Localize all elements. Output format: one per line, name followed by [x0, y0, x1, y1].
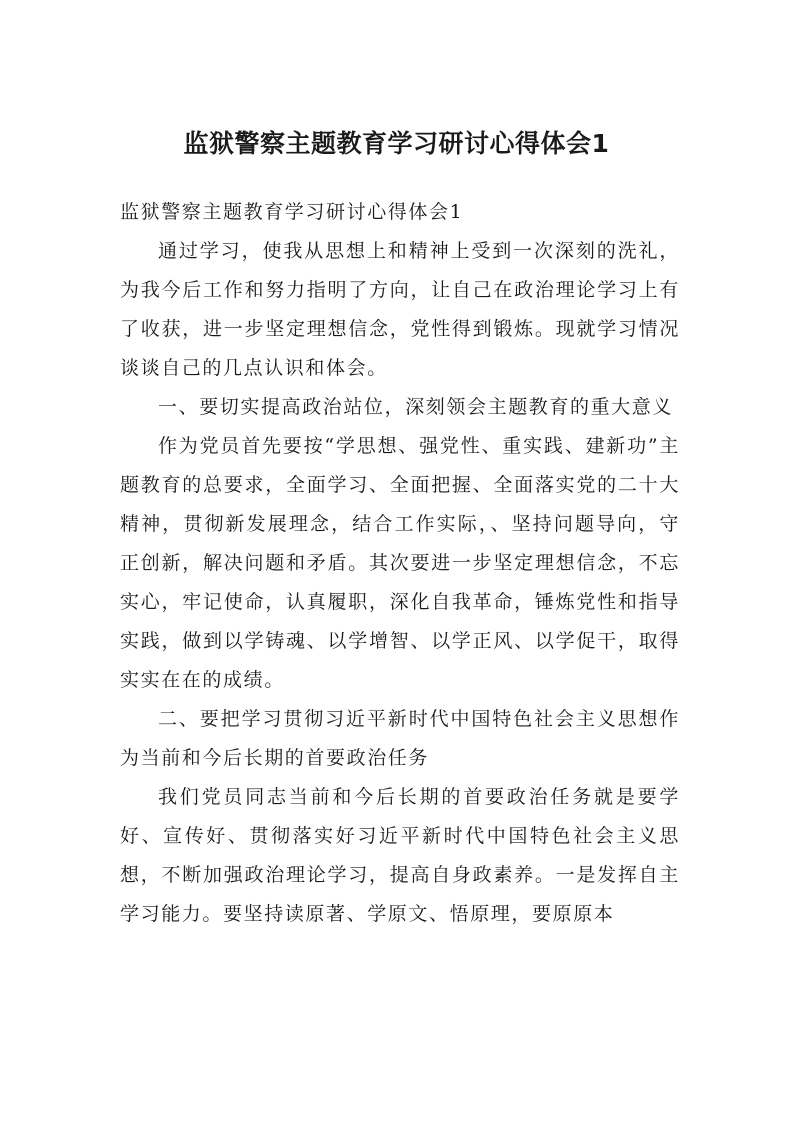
paragraph-section-1: 作为党员首先要按“学思想、强党性、重实践、建新功”主题教育的总要求，全面学习、全面把握、全面落实党的二十大精神，贯彻新发展理念，结合工作实际，、坚持问题导向，守正创新，解决问题和矛盾。其次要进一步坚定理想信念，不忘实心，牢记使命，认真履职，深化自我革命，锤炼党性和指导实践，做到以学铸魂、以学增智、以学正风、以学促干，取得实实在在的成绩。 — [120, 435, 680, 691]
section-heading-1: 一、要切实提高政治站位，深刻领会主题教育的重大意义 — [158, 396, 674, 418]
document-subtitle: 监狱警察主题教育学习研讨心得体会1 — [120, 201, 464, 223]
document-title: 监狱警察主题教育学习研讨心得体会1 — [183, 129, 610, 158]
paragraph-section-2: 我们党员同志当前和今后长期的首要政治任务就是要学好、宣传好、贯彻落实好习近平新时代中国特色社会主义思想，不断加强政治理论学习，提高自身政素养。一是发挥自主学习能力。要坚持读原著、学原文、悟原理，要原原本 — [120, 786, 680, 925]
document-body — [120, 193, 680, 934]
section-heading-2: 二、要把学习贯彻习近平新时代中国特色社会主义思想作为当前和今后长期的首要政治任务 — [120, 708, 680, 769]
paragraph-intro: 通过学习，使我从思想上和精神上受到一次深刻的洗礼，为我今后工作和努力指明了方向，让自己在政治理论学习上有了收获，进一步坚定理想信念，党性得到锻炼。现就学习情况谈谈自己的几点认识和体会。 — [120, 240, 680, 379]
